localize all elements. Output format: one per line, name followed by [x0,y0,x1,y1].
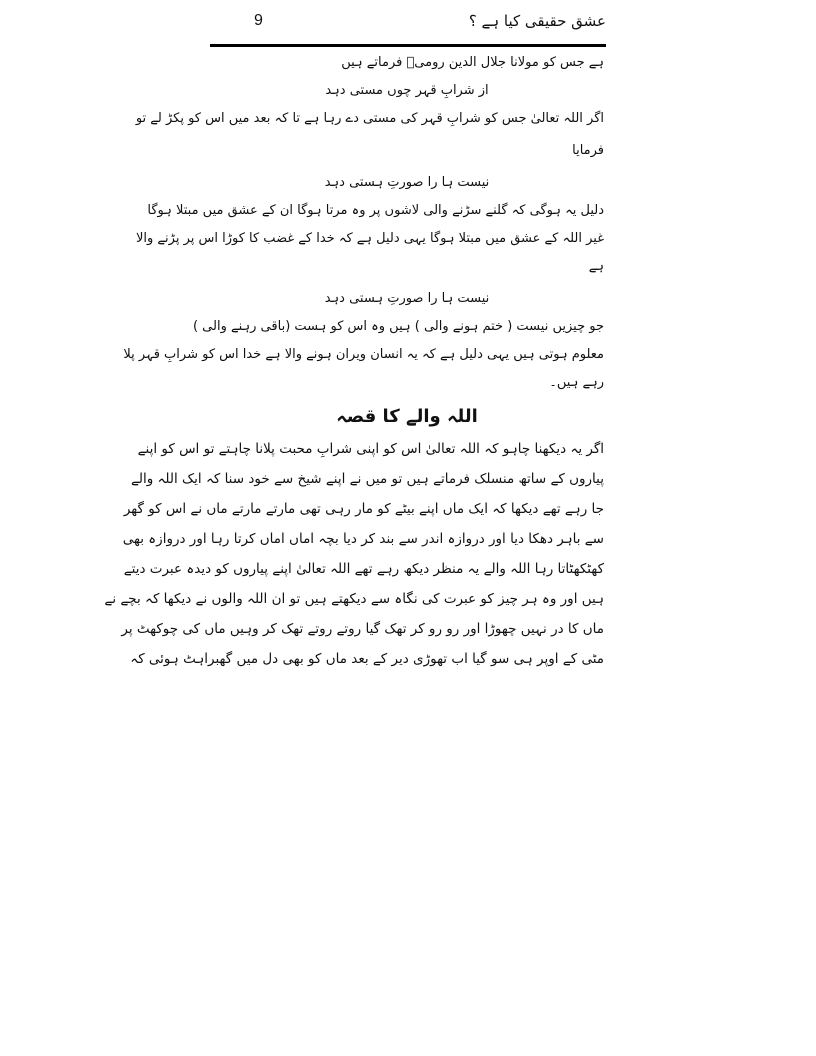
paragraph-line: پیاروں کے ساتھ منسلک فرماتے ہیں تو میں نے اپنے شیخ سے خود سنا کہ ایک اللہ والے [130,471,604,487]
paragraph-line: ہیں اور وہ ہر چیز کو عبرت کی نگاہ سے دیکھتے ہیں تو ان اللہ والوں نے دیکھا کہ بچے نے [104,591,604,607]
page-header [210,8,606,42]
body-line: غیر اللہ کے عشق میں مبتلا ہوگا یہی دلیل ہے کہ خدا کے غضب کا کوڑا اس پر پڑنے والا [135,231,604,246]
body-line: جو چیزیں نیست ( ختم ہونے والی ) ہیں وہ اس کو ہست (باقی رہنے والی ) [192,319,604,334]
section-heading: اللہ والے کا قصہ [336,406,478,427]
body-line: معلوم ہوتی ہیں یہی دلیل ہے کہ یہ انسان ویران ہونے والا ہے خدا اس کو شرابِ قہر پلا [123,347,604,362]
running-title: عشق حقیقی کیا ہے ؟ [468,12,606,30]
paragraph-line: اگر یہ دیکھنا چاہو کہ اللہ تعالیٰ اس کو اپنی شرابِ محبت پلانا چاہتے تو اس کو اپنے [137,441,604,457]
body-line: ہے [588,259,604,274]
verse-line: از شرابِ قہر چوں مستی دہد [325,83,489,98]
paragraph-line: مٹی کے اوپر ہی سو گیا اب تھوڑی دیر کے بعد ماں کو بھی دل میں گھبراہٹ ہوئی کہ [130,651,604,667]
paragraph-line: جا رہے تھے دیکھا کہ ایک ماں اپنے بیٹے کو مار رہی تھی مارتے مارتے ماں نے اس کو گھر [123,501,604,517]
body-line: فرمایا [572,143,604,158]
paragraph-line: ماں کا در نہیں چھوڑا اور رو رو کر تھک گیا روتے روتے تھک کر وہیں ماں کی چوکھٹ پر [121,621,604,637]
body-line: رہے ہیں۔ [549,375,604,390]
paragraph-line: سے باہر دھکا دیا اور دروازہ اندر سے بند کر دیا بچہ اماں اماں کرتا رہا اور دروازہ بھی [122,531,604,547]
page-body [104,54,604,674]
body-line: دلیل یہ ہوگی کہ گلنے سڑنے والی لاشوں پر وہ مرتا ہوگا ان کے عشق میں مبتلا ہوگا [147,203,604,218]
verse-line: نیست ہا را صورتِ ہستی دہد [324,291,490,306]
body-line: ہے جس کو مولانا جلال الدین رومیؒ فرماتے ہیں [341,55,604,70]
body-line: اگر اللہ تعالیٰ جس کو شرابِ قہر کی مستی دے رہا ہے تا کہ بعد میں اس کو پکڑ لے تو [135,111,604,126]
paragraph-line: کھٹکھٹاتا رہا اللہ والے یہ منظر دیکھ رہے تھے اللہ تعالیٰ اپنے پیاروں کو دیدہ عبرت دیتے [123,561,604,577]
page-number: 9 [254,12,263,29]
header-divider [210,44,606,47]
verse-line: نیست ہا را صورتِ ہستی دہد [324,175,490,190]
